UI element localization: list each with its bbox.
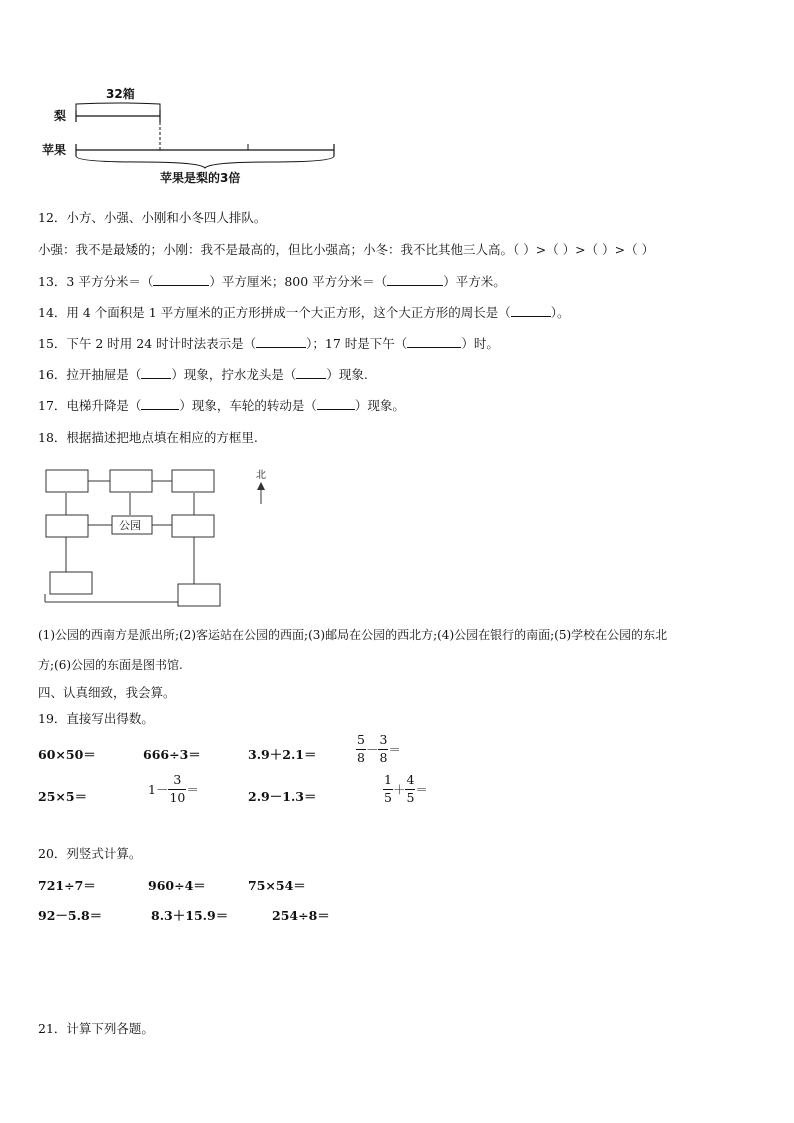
q14-part-b: ）。 — [550, 305, 570, 320]
q15-part-a: 15．下午 2 时用 24 时计时法表示是（ — [38, 336, 257, 351]
q13-part-c: ）平方米。 — [443, 274, 506, 289]
answer-blank[interactable] — [296, 366, 326, 379]
q15-part-c: ）时。 — [461, 336, 499, 351]
park-label: 公园 — [119, 519, 141, 532]
north-label: 北 — [256, 470, 266, 481]
question-17 — [38, 396, 405, 414]
q16-part-c: ）现象. — [326, 367, 368, 382]
expr-19-4 — [356, 734, 401, 764]
expr-19-5: 25×5＝ — [38, 789, 88, 804]
map-box[interactable] — [110, 470, 152, 492]
map-box[interactable] — [178, 584, 220, 606]
expr-19-1: 60×50＝ — [38, 747, 96, 762]
expr-20-5: 8.3＋15.9＝ — [151, 908, 229, 923]
pear-apple-diagram — [40, 82, 340, 188]
q17-part-c: ）现象。 — [354, 398, 405, 413]
frac-den: 5 — [384, 789, 392, 805]
answer-blank[interactable] — [256, 335, 306, 348]
map-box[interactable] — [46, 470, 88, 492]
frac-den: 10 — [169, 789, 186, 805]
expr-20-1: 721÷7＝ — [38, 878, 96, 893]
expr-20-6: 254÷8＝ — [272, 908, 330, 923]
expr-19-8 — [383, 774, 428, 804]
expr-19-2: 666÷3＝ — [143, 747, 201, 762]
expr-19-7: 2.9－1.3＝ — [248, 789, 317, 804]
answer-blank[interactable] — [141, 397, 179, 410]
map-box[interactable] — [50, 572, 92, 594]
question-19: 19．直接写出得数。 — [38, 711, 154, 726]
operator: ＋ — [392, 782, 406, 797]
question-14 — [38, 303, 569, 321]
q16-part-a: 16．拉开抽屉是（ — [38, 367, 142, 382]
question-21: 21．计算下列各题。 — [38, 1021, 154, 1036]
equals: ＝ — [186, 782, 199, 797]
answer-blank[interactable] — [387, 273, 443, 286]
answer-blank[interactable] — [511, 304, 551, 317]
map-box[interactable] — [172, 470, 214, 492]
expr-20-3: 75×54＝ — [248, 878, 306, 893]
equals: ＝ — [415, 782, 428, 797]
frac-num: 4 — [405, 774, 415, 790]
question-15 — [38, 334, 499, 352]
frac-num: 3 — [378, 734, 388, 750]
expr-prefix: 1－ — [148, 782, 169, 797]
q13-part-a: 13．3 平方分米＝（ — [38, 274, 154, 289]
north-arrow-icon — [257, 482, 265, 490]
frac-num: 5 — [356, 734, 366, 750]
apple-label: 苹果 — [42, 143, 67, 157]
answer-blank[interactable] — [153, 273, 209, 286]
question-13 — [38, 272, 506, 290]
question-20: 20．列竖式计算。 — [38, 846, 142, 861]
question-12: 12．小方、小强、小刚和小冬四人排队。 — [38, 210, 267, 225]
q14-part-a: 14．用 4 个面积是 1 平方厘米的正方形拼成一个大正方形，这个大正方形的周长是（ — [38, 305, 511, 320]
question-18-desc-2: 方;(6)公园的东面是图书馆. — [38, 658, 183, 672]
pear-label: 梨 — [54, 109, 67, 123]
q17-part-a: 17．电梯升降是（ — [38, 398, 142, 413]
q13-part-b: ）平方厘米；800 平方分米＝（ — [209, 274, 388, 289]
equals: ＝ — [388, 742, 401, 757]
q15-part-b: ）；17 时是下午（ — [306, 336, 408, 351]
location-map — [40, 462, 280, 612]
diagram-caption: 苹果是梨的3倍 — [160, 171, 241, 185]
expr-20-4: 92－5.8＝ — [38, 908, 103, 923]
expr-19-3: 3.9＋2.1＝ — [248, 747, 317, 762]
section-4-title: 四、认真细致，我会算。 — [38, 685, 176, 700]
expr-19-6 — [148, 774, 199, 804]
frac-den: 5 — [406, 789, 415, 805]
question-12-detail: 小强：我不是最矮的；小刚：我不是最高的，但比小强高；小冬：我不比其他三人高。（ ）>（ ）>（ ）>（ ） — [38, 242, 655, 257]
map-box[interactable] — [46, 515, 88, 537]
frac-num: 3 — [168, 774, 186, 790]
pear-amount-label: 32箱 — [106, 87, 135, 101]
answer-blank[interactable] — [407, 335, 461, 348]
q16-part-b: ）现象，拧水龙头是（ — [171, 367, 297, 382]
operator: － — [365, 742, 379, 757]
map-box[interactable] — [172, 515, 214, 537]
frac-den: 8 — [357, 749, 365, 765]
q17-part-b: ）现象，车轮的转动是（ — [179, 398, 317, 413]
question-18-desc-1: (1)公园的西南方是派出所;(2)客运站在公园的西面;(3)邮局在公园的西北方;(4)公园在银行的南面;(5)学校在公园的东北 — [38, 628, 668, 642]
frac-den: 8 — [379, 749, 388, 765]
question-18: 18．根据描述把地点填在相应的方框里. — [38, 430, 258, 445]
answer-blank[interactable] — [317, 397, 355, 410]
frac-num: 1 — [383, 774, 393, 790]
answer-blank[interactable] — [141, 366, 171, 379]
question-16 — [38, 365, 368, 383]
expr-20-2: 960÷4＝ — [148, 878, 206, 893]
